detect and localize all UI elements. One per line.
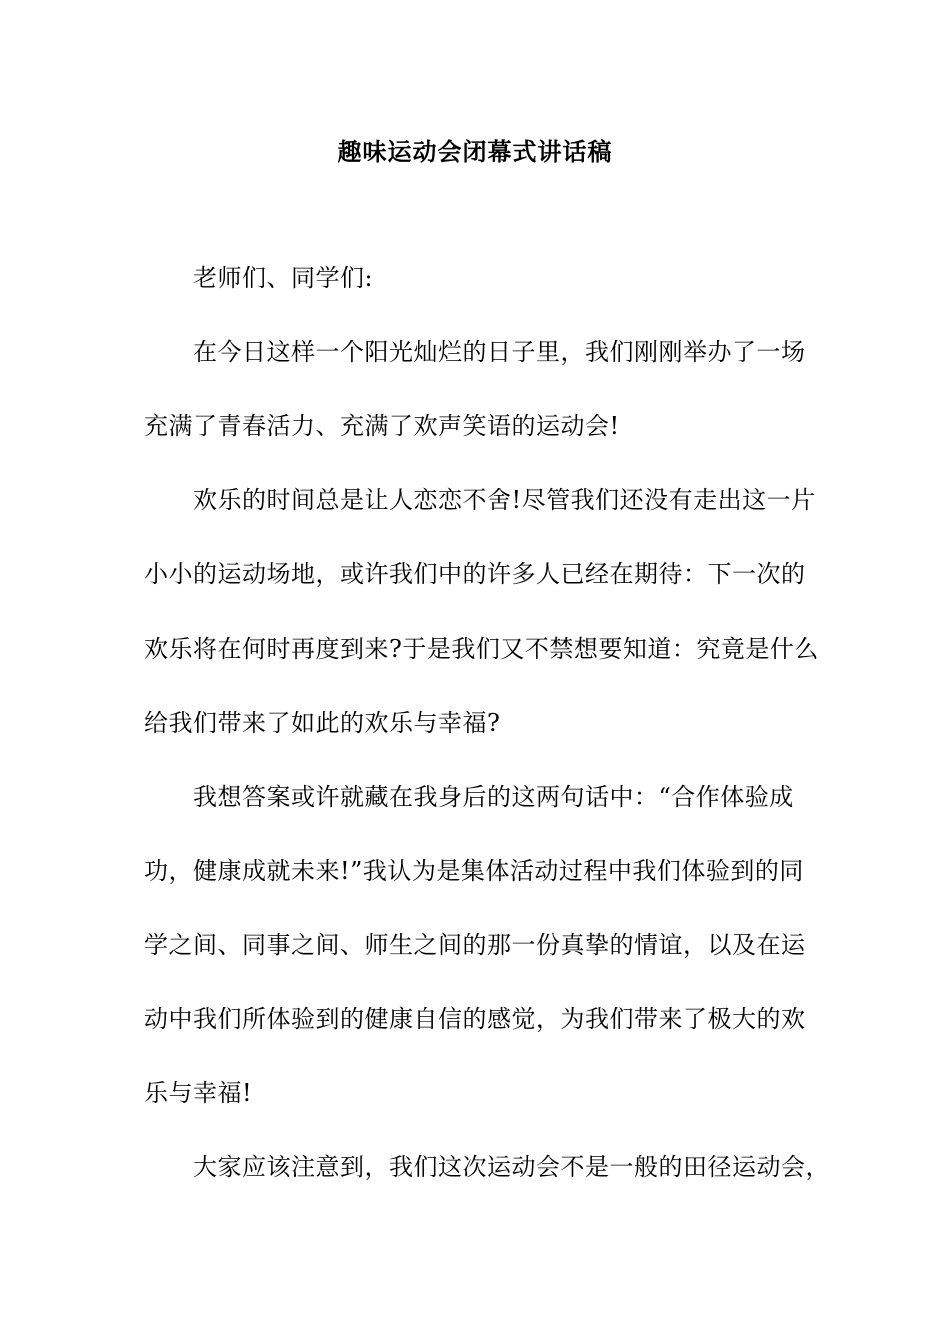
- paragraph-line: 功，健康成就未来!”我认为是集体活动过程中我们体验到的同: [144, 857, 804, 885]
- paragraph-line: 学之间、同事之间、师生之间的那一份真挚的情谊，以及在运: [144, 931, 806, 959]
- paragraph-line: 小小的运动场地，或许我们中的许多人已经在期待：下一次的: [144, 560, 806, 588]
- paragraph-line: 给我们带来了如此的欢乐与幸福?: [144, 709, 501, 737]
- paragraph-line: 欢乐将在何时再度到来?于是我们又不禁想要知道：究竟是什么: [144, 635, 819, 663]
- paragraph-line: 大家应该注意到，我们这次运动会不是一般的田径运动会，: [193, 1153, 830, 1181]
- salutation-line: 老师们、同学们:: [193, 264, 374, 292]
- paragraph-line: 欢乐的时间总是让人恋恋不舍!尽管我们还没有走出这一片: [193, 486, 816, 514]
- paragraph-line: 充满了青春活力、充满了欢声笑语的运动会!: [144, 412, 620, 440]
- paragraph-line: 动中我们所体验到的健康自信的感觉，为我们带来了极大的欢: [144, 1005, 806, 1033]
- paragraph-line: 乐与幸福!: [144, 1079, 253, 1107]
- paragraph-line: 在今日这样一个阳光灿烂的日子里，我们刚刚举办了一场: [193, 338, 806, 366]
- paragraph-line: 我想答案或许就藏在我身后的这两句话中：“合作体验成: [193, 783, 794, 811]
- document-title: 趣味运动会闭幕式讲话稿: [337, 138, 613, 166]
